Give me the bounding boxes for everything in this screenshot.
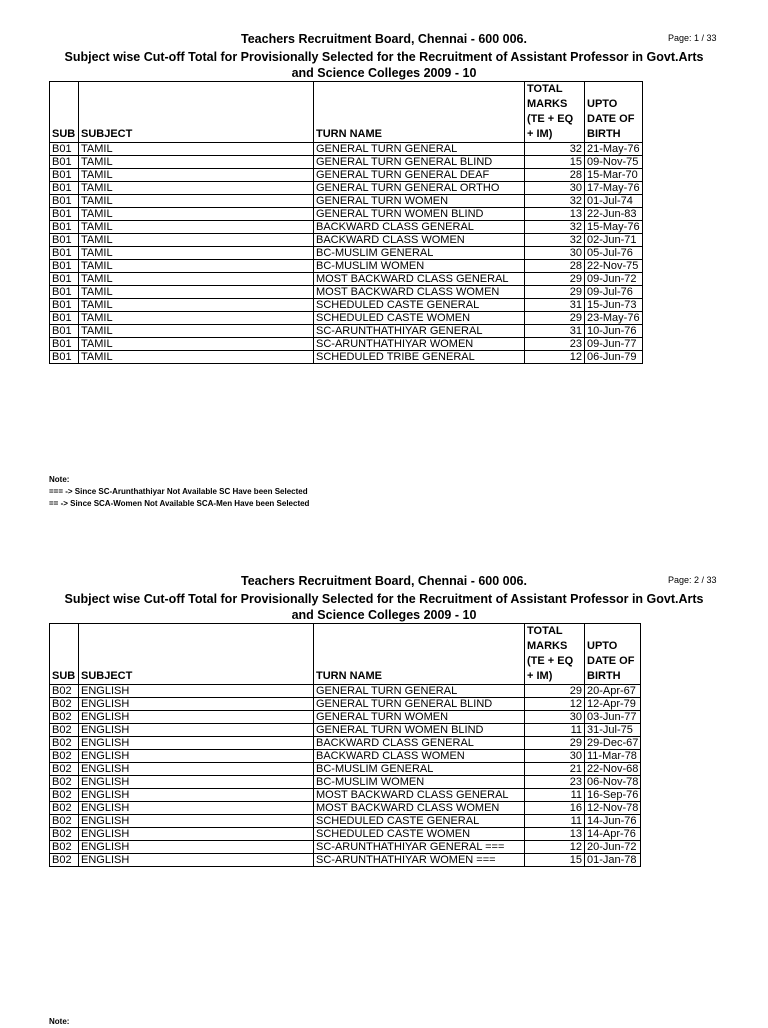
cell-total-marks: 12: [525, 351, 585, 364]
cell-date-of-birth: 14-Jun-76: [585, 815, 641, 828]
cell-subject: TAMIL: [79, 169, 314, 182]
cell-sub: B02: [50, 711, 79, 724]
report-subtitle: Subject wise Cut-off Total for Provisionally Selected for the Recruitment of Assistant Professor in Govt.Arts: [64, 50, 704, 64]
cell-date-of-birth: 06-Jun-79: [585, 351, 643, 364]
table-row: [50, 338, 643, 351]
table-row: [50, 763, 641, 776]
cell-turn-name: BACKWARD CLASS GENERAL: [314, 737, 525, 750]
cell-date-of-birth: 20-Apr-67: [585, 685, 641, 698]
cell-subject: ENGLISH: [79, 750, 314, 763]
cell-turn-name: GENERAL TURN GENERAL: [314, 685, 525, 698]
cell-turn-name: GENERAL TURN GENERAL ORTHO: [314, 182, 525, 195]
cell-total-marks: 32: [525, 221, 585, 234]
cell-subject: TAMIL: [79, 247, 314, 260]
table-row: [50, 208, 643, 221]
cell-turn-name: GENERAL TURN WOMEN BLIND: [314, 208, 525, 221]
cell-date-of-birth: 09-Nov-75: [585, 156, 643, 169]
cell-turn-name: BC-MUSLIM GENERAL: [314, 763, 525, 776]
cell-sub: B02: [50, 698, 79, 711]
cell-sub: B02: [50, 763, 79, 776]
note-line: === -> Since SC-Arunthathiyar Not Available SC Have been Selected: [49, 487, 308, 496]
table-row: [50, 247, 643, 260]
cell-total-marks: 29: [525, 312, 585, 325]
cell-turn-name: SC-ARUNTHATHIYAR WOMEN: [314, 338, 525, 351]
cell-total-marks: 16: [525, 802, 585, 815]
cell-total-marks: 29: [525, 286, 585, 299]
cell-date-of-birth: 03-Jun-77: [585, 711, 641, 724]
cell-sub: B02: [50, 724, 79, 737]
cell-turn-name: MOST BACKWARD CLASS WOMEN: [314, 286, 525, 299]
cell-sub: B02: [50, 685, 79, 698]
table-row: [50, 854, 641, 867]
cell-turn-name: SC-ARUNTHATHIYAR WOMEN ===: [314, 854, 525, 867]
table-row: [50, 273, 643, 286]
cell-subject: TAMIL: [79, 299, 314, 312]
page-number: Page: 2 / 33: [668, 575, 717, 585]
table-row: [50, 299, 643, 312]
cell-date-of-birth: 29-Dec-67: [585, 737, 641, 750]
cell-total-marks: 31: [525, 325, 585, 338]
cell-turn-name: GENERAL TURN WOMEN BLIND: [314, 724, 525, 737]
cell-subject: TAMIL: [79, 143, 314, 156]
cell-date-of-birth: 15-May-76: [585, 221, 643, 234]
column-header-subject: SUBJECT: [79, 82, 314, 143]
cell-total-marks: 15: [525, 854, 585, 867]
cell-turn-name: BACKWARD CLASS WOMEN: [314, 750, 525, 763]
cell-turn-name: SC-ARUNTHATHIYAR GENERAL ===: [314, 841, 525, 854]
cell-turn-name: SC-ARUNTHATHIYAR GENERAL: [314, 325, 525, 338]
cell-sub: B01: [50, 260, 79, 273]
cell-total-marks: 30: [525, 247, 585, 260]
cell-turn-name: SCHEDULED CASTE WOMEN: [314, 828, 525, 841]
cell-date-of-birth: 05-Jul-76: [585, 247, 643, 260]
note-line: == -> Since SCA-Women Not Available SCA-Men Have been Selected: [49, 499, 310, 508]
cell-total-marks: 11: [525, 815, 585, 828]
cell-total-marks: 11: [525, 789, 585, 802]
cell-total-marks: 28: [525, 169, 585, 182]
cell-date-of-birth: 31-Jul-75: [585, 724, 641, 737]
cell-subject: ENGLISH: [79, 841, 314, 854]
cell-turn-name: SCHEDULED CASTE GENERAL: [314, 815, 525, 828]
cell-sub: B02: [50, 789, 79, 802]
column-header-turn-name: TURN NAME: [314, 624, 525, 685]
cell-turn-name: GENERAL TURN GENERAL BLIND: [314, 698, 525, 711]
cell-date-of-birth: 01-Jul-74: [585, 195, 643, 208]
table-row: [50, 195, 643, 208]
cell-total-marks: 12: [525, 698, 585, 711]
cell-total-marks: 23: [525, 338, 585, 351]
report-subtitle-line2: and Science Colleges 2009 - 10: [291, 66, 477, 80]
cell-subject: TAMIL: [79, 156, 314, 169]
cell-subject: TAMIL: [79, 260, 314, 273]
cell-date-of-birth: 22-Jun-83: [585, 208, 643, 221]
table-row: [50, 698, 641, 711]
cell-sub: B01: [50, 312, 79, 325]
cell-turn-name: SCHEDULED CASTE GENERAL: [314, 299, 525, 312]
cell-turn-name: SCHEDULED TRIBE GENERAL: [314, 351, 525, 364]
cell-subject: ENGLISH: [79, 828, 314, 841]
cell-total-marks: 15: [525, 156, 585, 169]
cell-subject: ENGLISH: [79, 698, 314, 711]
cell-subject: TAMIL: [79, 351, 314, 364]
cell-subject: ENGLISH: [79, 854, 314, 867]
cell-total-marks: 23: [525, 776, 585, 789]
table-row: [50, 169, 643, 182]
cell-total-marks: 30: [525, 750, 585, 763]
column-header-total-marks: TOTAL MARKS (TE + EQ + IM): [525, 82, 585, 143]
table-row: [50, 156, 643, 169]
cell-turn-name: MOST BACKWARD CLASS GENERAL: [314, 789, 525, 802]
cell-turn-name: BC-MUSLIM WOMEN: [314, 260, 525, 273]
cell-total-marks: 11: [525, 724, 585, 737]
cell-total-marks: 32: [525, 195, 585, 208]
cell-turn-name: MOST BACKWARD CLASS WOMEN: [314, 802, 525, 815]
cell-subject: TAMIL: [79, 338, 314, 351]
table-row: [50, 685, 641, 698]
cell-date-of-birth: 02-Jun-71: [585, 234, 643, 247]
cell-subject: TAMIL: [79, 273, 314, 286]
cell-total-marks: 13: [525, 828, 585, 841]
cell-date-of-birth: 10-Jun-76: [585, 325, 643, 338]
cell-total-marks: 29: [525, 737, 585, 750]
cell-date-of-birth: 22-Nov-75: [585, 260, 643, 273]
column-header-date-of-birth: UPTO DATE OF BIRTH: [585, 624, 641, 685]
cell-date-of-birth: 16-Sep-76: [585, 789, 641, 802]
cell-sub: B01: [50, 325, 79, 338]
cell-subject: TAMIL: [79, 234, 314, 247]
cell-sub: B01: [50, 143, 79, 156]
cell-subject: TAMIL: [79, 182, 314, 195]
cell-turn-name: GENERAL TURN GENERAL BLIND: [314, 156, 525, 169]
table-row: [50, 286, 643, 299]
cell-sub: B01: [50, 208, 79, 221]
cell-turn-name: GENERAL TURN WOMEN: [314, 195, 525, 208]
column-header-turn-name: TURN NAME: [314, 82, 525, 143]
cell-subject: ENGLISH: [79, 802, 314, 815]
page-title: Teachers Recruitment Board, Chennai - 600 006.: [241, 574, 527, 588]
cell-total-marks: 30: [525, 182, 585, 195]
cell-subject: ENGLISH: [79, 789, 314, 802]
cell-sub: B01: [50, 234, 79, 247]
cell-sub: B01: [50, 247, 79, 260]
table-body: [50, 143, 643, 364]
cell-sub: B01: [50, 182, 79, 195]
cell-date-of-birth: 17-May-76: [585, 182, 643, 195]
note-label: Note:: [49, 1017, 70, 1026]
cell-subject: ENGLISH: [79, 815, 314, 828]
cell-total-marks: 30: [525, 711, 585, 724]
cell-turn-name: GENERAL TURN GENERAL: [314, 143, 525, 156]
column-header-sub: SUB: [50, 82, 79, 143]
page-number: Page: 1 / 33: [668, 33, 717, 43]
cell-date-of-birth: 12-Apr-79: [585, 698, 641, 711]
table-row: [50, 711, 641, 724]
cell-total-marks: 28: [525, 260, 585, 273]
cell-subject: TAMIL: [79, 195, 314, 208]
cutoff-table: [49, 623, 641, 867]
cell-turn-name: BC-MUSLIM GENERAL: [314, 247, 525, 260]
table-row: [50, 737, 641, 750]
cell-sub: B01: [50, 351, 79, 364]
column-header-total-marks: TOTAL MARKS (TE + EQ + IM): [525, 624, 585, 685]
cell-sub: B01: [50, 273, 79, 286]
cell-sub: B02: [50, 776, 79, 789]
cell-date-of-birth: 15-Mar-70: [585, 169, 643, 182]
cell-sub: B01: [50, 195, 79, 208]
note-label: Note:: [49, 475, 70, 484]
cell-turn-name: BACKWARD CLASS WOMEN: [314, 234, 525, 247]
cell-subject: ENGLISH: [79, 763, 314, 776]
cell-subject: TAMIL: [79, 221, 314, 234]
cell-sub: B02: [50, 854, 79, 867]
table-header-row: [50, 624, 641, 685]
table-row: [50, 802, 641, 815]
cell-date-of-birth: 20-Jun-72: [585, 841, 641, 854]
table-row: [50, 724, 641, 737]
table-row: [50, 325, 643, 338]
cell-total-marks: 32: [525, 234, 585, 247]
cell-turn-name: MOST BACKWARD CLASS GENERAL: [314, 273, 525, 286]
column-header-date-of-birth: UPTO DATE OF BIRTH: [585, 82, 643, 143]
table-body: [50, 685, 641, 867]
cell-sub: B01: [50, 156, 79, 169]
cell-total-marks: 12: [525, 841, 585, 854]
note-block: [49, 1016, 69, 1028]
cell-date-of-birth: 01-Jan-78: [585, 854, 641, 867]
table-row: [50, 234, 643, 247]
page-title: Teachers Recruitment Board, Chennai - 600 006.: [241, 32, 527, 46]
cell-date-of-birth: 09-Jul-76: [585, 286, 643, 299]
cell-sub: B01: [50, 338, 79, 351]
cell-sub: B02: [50, 737, 79, 750]
cell-sub: B02: [50, 750, 79, 763]
cell-total-marks: 29: [525, 685, 585, 698]
cell-subject: TAMIL: [79, 208, 314, 221]
cell-subject: TAMIL: [79, 286, 314, 299]
table-row: [50, 351, 643, 364]
cell-date-of-birth: 15-Jun-73: [585, 299, 643, 312]
cell-turn-name: BACKWARD CLASS GENERAL: [314, 221, 525, 234]
column-header-subject: SUBJECT: [79, 624, 314, 685]
cell-total-marks: 32: [525, 143, 585, 156]
report-subtitle-line2: and Science Colleges 2009 - 10: [291, 608, 477, 622]
table-row: [50, 312, 643, 325]
cell-turn-name: GENERAL TURN WOMEN: [314, 711, 525, 724]
cell-total-marks: 29: [525, 273, 585, 286]
cell-total-marks: 21: [525, 763, 585, 776]
table-row: [50, 221, 643, 234]
cell-date-of-birth: 22-Nov-68: [585, 763, 641, 776]
cell-sub: B02: [50, 828, 79, 841]
cell-subject: ENGLISH: [79, 776, 314, 789]
cutoff-table: [49, 81, 643, 364]
table-row: [50, 182, 643, 195]
cell-subject: TAMIL: [79, 312, 314, 325]
note-block: [49, 474, 309, 510]
column-header-sub: SUB: [50, 624, 79, 685]
cell-sub: B01: [50, 299, 79, 312]
cell-turn-name: BC-MUSLIM WOMEN: [314, 776, 525, 789]
cell-date-of-birth: 06-Nov-78: [585, 776, 641, 789]
cell-subject: ENGLISH: [79, 711, 314, 724]
table-row: [50, 776, 641, 789]
cell-sub: B02: [50, 841, 79, 854]
table-row: [50, 750, 641, 763]
cell-date-of-birth: 21-May-76: [585, 143, 643, 156]
cell-sub: B01: [50, 169, 79, 182]
table-row: [50, 828, 641, 841]
cell-subject: TAMIL: [79, 325, 314, 338]
cell-sub: B02: [50, 815, 79, 828]
table-row: [50, 789, 641, 802]
table-row: [50, 815, 641, 828]
cell-date-of-birth: 14-Apr-76: [585, 828, 641, 841]
cell-turn-name: SCHEDULED CASTE WOMEN: [314, 312, 525, 325]
table-row: [50, 143, 643, 156]
cell-total-marks: 13: [525, 208, 585, 221]
cell-total-marks: 31: [525, 299, 585, 312]
cell-date-of-birth: 09-Jun-77: [585, 338, 643, 351]
cell-date-of-birth: 09-Jun-72: [585, 273, 643, 286]
table-row: [50, 260, 643, 273]
table-row: [50, 841, 641, 854]
cell-sub: B01: [50, 221, 79, 234]
cell-date-of-birth: 23-May-76: [585, 312, 643, 325]
cell-turn-name: GENERAL TURN GENERAL DEAF: [314, 169, 525, 182]
cell-subject: ENGLISH: [79, 724, 314, 737]
cell-sub: B02: [50, 802, 79, 815]
cell-subject: ENGLISH: [79, 685, 314, 698]
cell-subject: ENGLISH: [79, 737, 314, 750]
report-subtitle: Subject wise Cut-off Total for Provisionally Selected for the Recruitment of Assistant Professor in Govt.Arts: [64, 592, 704, 606]
cell-sub: B01: [50, 286, 79, 299]
cell-date-of-birth: 12-Nov-78: [585, 802, 641, 815]
table-header-row: [50, 82, 643, 143]
cell-date-of-birth: 11-Mar-78: [585, 750, 641, 763]
